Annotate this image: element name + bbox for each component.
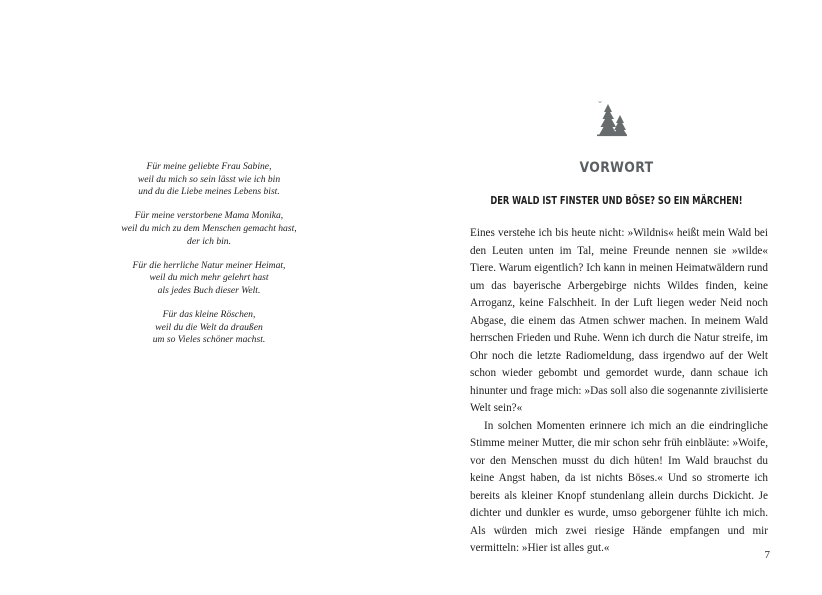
page-number: 7 (764, 549, 770, 561)
dedication-line: weil du die Welt da draußen (155, 321, 263, 333)
chapter-subtitle: DER WALD IST FINSTER UND BÖSE? SO EIN MÄRCHEN! (490, 195, 743, 207)
dedication-line: Für die herrliche Natur meiner Heimat, (132, 259, 286, 271)
dedication-line: weil du mich mehr gelehrt hast (149, 272, 269, 284)
right-page (411, 0, 822, 595)
dedication-line: und du die Liebe meines Lebens bist. (138, 186, 280, 198)
dedication-line: um so Vieles schöner machst. (152, 334, 266, 346)
dedication-line: Für meine geliebte Frau Sabine, (146, 161, 272, 172)
dedication-line: Für das kleine Röschen, (162, 309, 256, 321)
chapter-title: VORWORT (579, 160, 654, 176)
body-text (470, 225, 768, 558)
dedication-line: weil du mich zu dem Menschen gemacht hast, (121, 222, 297, 234)
tree-icon (596, 98, 628, 138)
dedication-stanza (100, 309, 318, 347)
dedication (100, 161, 318, 359)
dedication-stanza (100, 210, 318, 248)
dedication-line: weil du mich so sein lässt wie ich bin (137, 173, 281, 185)
dedication-line: Für meine verstorbene Mama Monika, (134, 210, 284, 222)
dedication-stanza (100, 161, 318, 199)
paragraph: Eines verstehe ich bis heute nicht: »Wildnis« heißt mein Wald bei den Leuten unten im Tal, meine Freunde nennen sie »wilde« Tiere. Warum eigentlich? Ich kann in meinen Heimatwäldern rund um das bayerische Arbergebirge nichts Wildes finden, keine Arroganz, keine Falschheit. In der Luft liegen weder Neid noch Abgase, die einem das Atmen schwer machen. In meinem Wald herrschen Frieden und Ruhe. Wenn ich durch die Natur streife, im Ohr noch die letzte Radiomeldung, dass irgendwo auf der Welt schon wieder gebombt und gemordet wurde, dann schaue ich hinunter und frage mich: »Das soll also die sogenannte zivilisierte Welt sein?« (470, 227, 768, 414)
paragraph: In solchen Momenten erinnere ich mich an die eindringliche Stimme meiner Mutter, die mir schon sehr früh einbläute: »Woife, vor den Menschen musst du dich hüten! Im Wald brauchst du keine Angst haben, da ist nichts Böses.« Und so stromerte ich bereits als kleiner Knopf stundenlang allein durchs Dickicht. Je dichter und dunkler es wurde, umso geborgener fühlte ich mich. Als würden mich zwei riesige Hände empfangen und mir vermitteln: »Hier ist alles gut.« (470, 419, 768, 554)
dedication-line: als jedes Buch dieser Welt. (157, 284, 261, 296)
dedication-stanza (100, 260, 318, 298)
dedication-line: der ich bin. (187, 235, 231, 247)
